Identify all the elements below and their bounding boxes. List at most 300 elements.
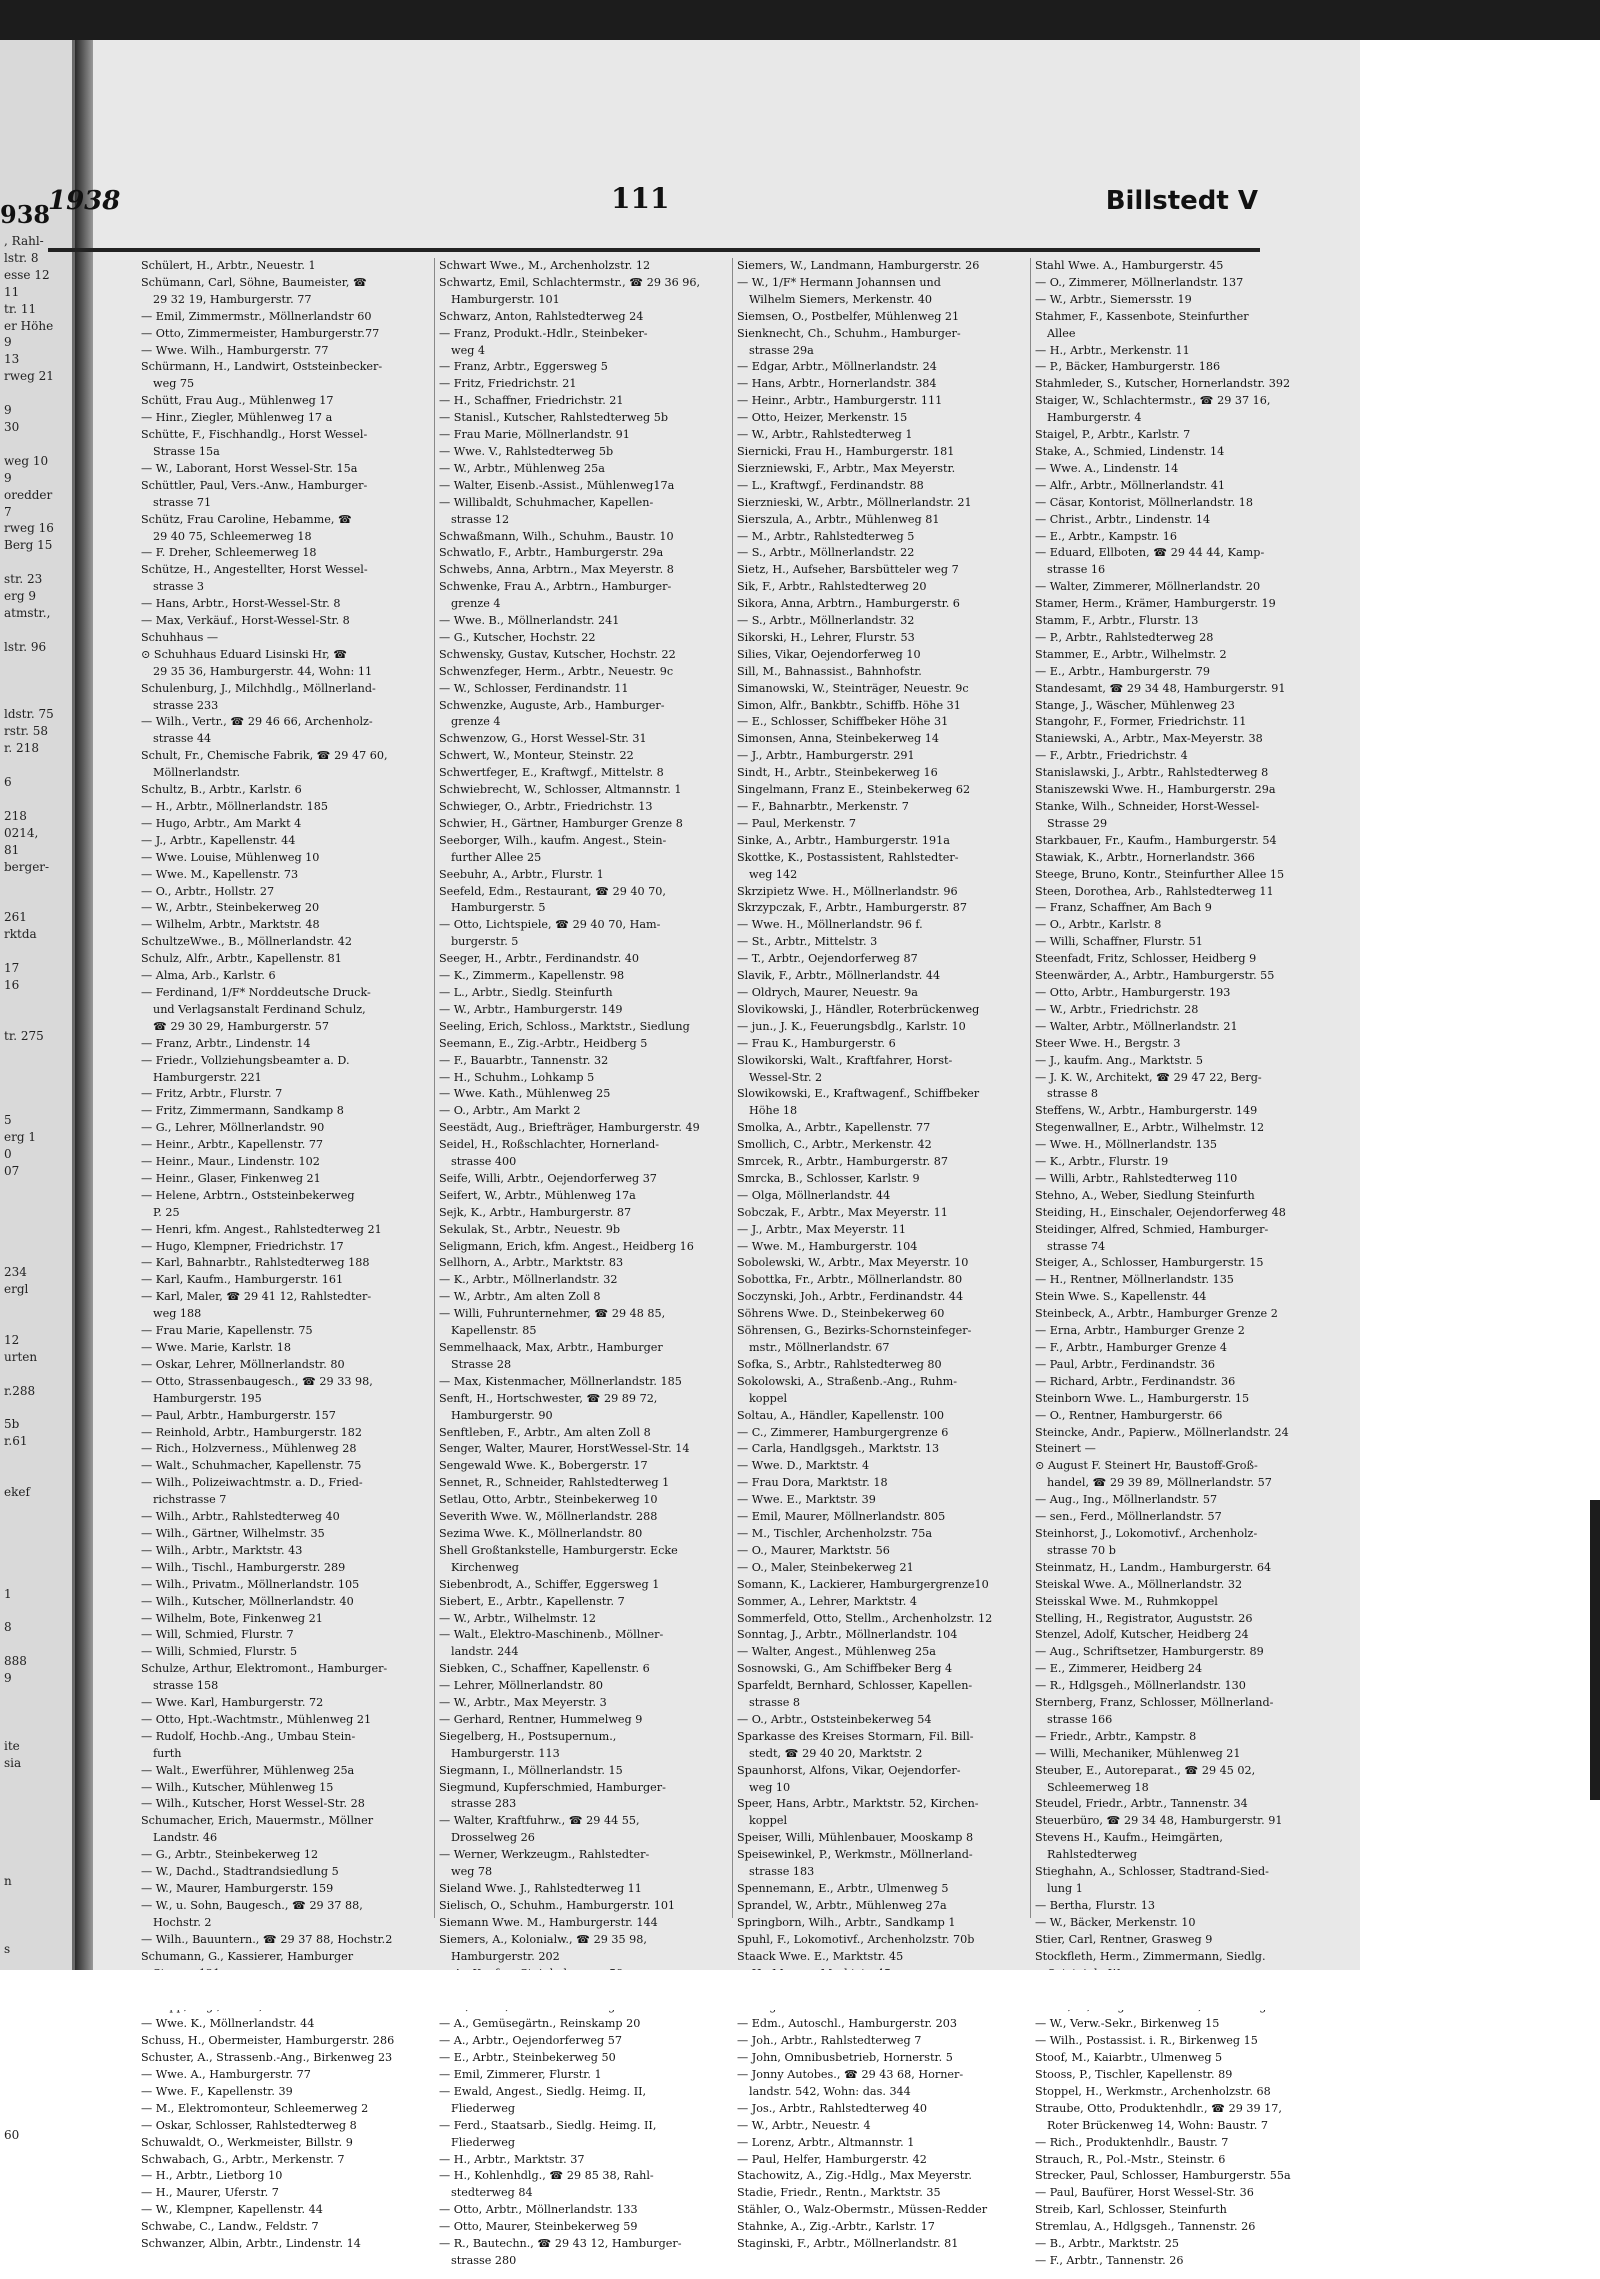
previous-page-fragment [0,875,72,892]
directory-entry: Seidel, H., Roßschlachter, Hornerland- [439,1138,660,1152]
directory-entry: — Otto, Maurer, Steinbekerweg 59 [439,2220,638,2234]
directory-entry: Schuster, A., Strassenb.-Ang., Birkenweg 23 [141,2051,393,2065]
previous-page-fragment: tr. 11 [4,301,37,316]
directory-entry: Schwenke, Frau A., Arbtrn., Hamburger- [439,580,672,594]
directory-entry: — Franz, Produkt.-Hdlr., Steinbeker- [439,326,648,340]
directory-entry: Slowikorski, Walt., Kraftfahrer, Horst- [737,1053,953,1067]
directory-entry: — Wilh., Vertr., ☎ 29 46 66, Archenholz- [141,715,373,729]
directory-entry-continuation: strasse 283 [451,1797,517,1811]
directory-entry: — Paul, Arbtr., Ferdinandstr. 36 [1035,1357,1216,1371]
directory-entry: — Joh., Arbtr., Rahlstedterweg 7 [737,2034,922,2048]
scan-edge-right [1590,1500,1600,1800]
previous-page-fragment [0,1230,72,1247]
previous-page-fragment: lstr. 8 [4,250,39,265]
directory-entry: Speisewinkel, P., Werkmstr., Möllnerland- [737,1848,973,1862]
directory-entry-continuation: weg 10 [749,1780,791,1794]
previous-page-fragment: er Höhe [4,318,54,333]
directory-entry: Simon, Alfr., Bankbtr., Schiffb. Höhe 31 [737,698,961,712]
previous-page-fragment: 07 [4,1163,20,1178]
directory-entry: — W., Arbtr., Am alten Zoll 8 [439,1290,601,1304]
directory-entry: — F., Arbtr., Friedrichstr. 4 [1035,749,1188,763]
directory-entry: Slowikowski, E., Kraftwagenf., Schiffbeker [737,1087,980,1101]
directory-entry: Stier, Carl, Rentner, Grasweg 9 [1035,1932,1213,1946]
directory-entry: — Wilh., Kutscher, Mühlenweg 15 [141,1780,334,1794]
directory-entry-continuation: Rahlstedterweg [1047,1848,1137,1862]
previous-page-fragment [0,1704,72,1721]
directory-entry-continuation: strasse 44 [153,732,212,746]
directory-entry: — L., Kraftwgf., Ferdinandstr. 88 [737,478,924,492]
directory-entry-continuation: weg 78 [451,1865,493,1879]
previous-page-fragment: r. 218 [4,741,39,756]
previous-page-fragment [0,1569,72,1586]
directory-entry: — Bertha, Flurstr. 13 [1035,1898,1156,1912]
directory-entry: — Paul, Helfer, Hamburgerstr. 42 [737,2152,927,2166]
directory-entry: — Walt., Elektro-Maschinenb., Möllner- [439,1628,664,1642]
directory-entry-continuation: Hamburgerstr. 195 [153,1391,262,1405]
previous-page-fragment [0,689,72,706]
previous-page-fragment [0,554,72,571]
previous-page-fragment [0,2143,72,2160]
previous-page-fragment [0,892,72,909]
previous-page-fragment [0,2076,72,2093]
directory-entry-continuation: stedterweg 84 [451,2186,533,2200]
directory-entry: Schütz, Frau Caroline, Hebamme, ☎ [141,512,352,526]
directory-entry: Seeger, H., Arbtr., Ferdinandstr. 40 [439,952,640,966]
previous-page-fragment [0,791,72,808]
previous-page-fragment [0,1366,72,1383]
previous-page-fragment: erg 1 [4,1130,36,1145]
directory-entry: — Willi, Arbtr., Rahlstedterweg 110 [1035,1171,1238,1185]
directory-entry: Stahmleder, S., Kutscher, Hornerlandstr. 392 [1035,377,1291,391]
directory-entry: Spennemann, E., Arbtr., Ulmenweg 5 [737,1882,949,1895]
previous-page-fragment [0,1805,72,1822]
directory-entry: Sierszula, A., Arbtr., Mühlenweg 81 [737,512,940,526]
previous-page-fragment [0,1687,72,1704]
directory-entry: — P., Bäcker, Hamburgerstr. 186 [1035,360,1221,374]
previous-page-fragment [0,1839,72,1856]
directory-entry: Steege, Bruno, Kontr., Steinfurther Allee 15 [1035,867,1285,881]
directory-entry: — Wilh., Kutscher, Möllnerlandstr. 40 [141,1594,354,1608]
directory-entry-continuation: Hamburgerstr. 221 [153,1070,262,1084]
directory-entry: Sikorski, H., Lehrer, Flurstr. 53 [737,630,915,644]
directory-entry: — Cäsar, Kontorist, Möllnerlandstr. 18 [1035,495,1253,509]
directory-entry: — W., Arbtr., Max Meyerstr. 3 [439,1696,607,1710]
directory-entry: — W., Maurer, Hamburgerstr. 159 [141,1882,334,1895]
previous-page-fragment [0,1890,72,1907]
previous-page-fragment: n [4,1873,12,1888]
previous-page-fragment [0,2160,72,2177]
directory-entry: Silies, Vikar, Oejendorferweg 10 [737,647,921,661]
directory-entry: Staniewski, A., Arbtr., Max-Meyerstr. 38 [1035,732,1263,746]
directory-entry: Slavik, F., Arbtr., Möllnerlandstr. 44 [737,969,941,983]
directory-entry: Stachowitz, A., Zig.-Hdlg., Max Meyerstr. [737,2169,972,2183]
directory-entry: — K., Arbtr., Flurstr. 19 [1035,1155,1169,1169]
directory-entry: Stegenwallner, E., Arbtr., Wilhelmstr. 12 [1035,1121,1265,1135]
directory-entry-continuation: Fliederweg [451,2101,516,2115]
directory-entry: Sinke, A., Arbtr., Hamburgerstr. 191a [737,833,950,847]
directory-entry: — H., Arbtr., Marktstr. 37 [439,2152,585,2166]
directory-entry: Schumacher, Erich, Mauermstr., Möllner [141,1814,374,1828]
directory-entry: — W., Arbtr., Neuestr. 4 [737,2118,871,2132]
directory-entry: — Wilh., Arbtr., Marktstr. 43 [141,1543,303,1557]
directory-entry: — Wilh., Privatm., Möllnerlandstr. 105 [141,1577,360,1591]
directory-entry: Schulenburg, J., Milchhdlg., Möllnerland- [141,681,376,695]
directory-entry-continuation: mstr., Möllnerlandstr. 67 [749,1341,890,1354]
directory-entry: Sonntag, J., Arbtr., Möllnerlandstr. 104 [737,1628,958,1642]
previous-page-fragment: 9 [4,1671,12,1686]
directory-entry: Sierznieski, W., Arbtr., Möllnerlandstr. 21 [737,495,972,509]
directory-entry: — Wwe. Karl, Hamburgerstr. 72 [141,1696,324,1710]
previous-page-fragment [0,2177,72,2194]
directory-entry-continuation: koppel [749,1814,788,1828]
directory-entry-continuation: strasse 16 [1047,563,1106,577]
column-divider [1030,258,1031,1918]
directory-entry: — Werner, Werkzeugm., Rahlstedter- [439,1848,650,1862]
directory-entry-continuation: strasse 233 [153,698,219,712]
directory-entry: Somann, K., Lackierer, Hamburgergrenze10 [737,1577,989,1591]
previous-page-fragment: rweg 21 [4,369,54,384]
directory-entry: — E., Arbtr., Steinbekerweg 50 [439,2051,616,2065]
directory-entry: Skrzypczak, F., Arbtr., Hamburgerstr. 87 [737,901,968,915]
directory-entry: — R., Bautechn., ☎ 29 43 12, Hamburger- [439,2237,682,2251]
directory-entry: — Ferdinand, 1/F* Norddeutsche Druck- [141,985,371,999]
page-title: Billstedt V [1105,186,1258,216]
directory-entry: Streib, Karl, Schlosser, Steinfurth [1035,2203,1227,2217]
directory-entry: — Max, Kistenmacher, Möllnerlandstr. 185 [439,1374,682,1388]
directory-entry: Sieland Wwe. J., Rahlstedterweg 11 [439,1882,642,1895]
previous-page-fragment [0,1518,72,1535]
directory-entry: — W., Laborant, Horst Wessel-Str. 15a [141,461,358,475]
directory-entry: — Wwe. A., Lindenstr. 14 [1035,461,1179,475]
directory-entry: — Karl, Bahnarbtr., Rahlstedterweg 188 [141,1256,370,1270]
previous-page-fragment: rstr. 58 [4,724,49,739]
directory-entry: — A., Gemüsegärtn., Reinskamp 20 [439,2017,641,2031]
directory-entry: — Rich., Holzverness., Mühlenweg 28 [141,1442,357,1456]
directory-entry: — Willi, Mechaniker, Mühlenweg 21 [1035,1746,1241,1760]
directory-entry: — Walter, Arbtr., Möllnerlandstr. 21 [1035,1019,1238,1033]
directory-entry: Steudel, Friedr., Arbtr., Tannenstr. 34 [1035,1797,1248,1811]
previous-page-fragment [0,1400,72,1417]
previous-page-fragment: 17 [4,960,20,975]
previous-page-fragment [0,1061,72,1078]
directory-entry: — Emil, Zimmerer, Flurstr. 1 [439,2067,602,2081]
directory-entry: Stahnke, A., Zig.-Arbtr., Karlstr. 17 [737,2220,935,2234]
directory-entry: — W., Arbtr., Rahlstedterweg 1 [737,428,913,442]
directory-entry: — Wilh., Postassist. i. R., Birkenweg 15 [1035,2034,1258,2048]
directory-entry: — Hans, Arbtr., Hornerlandstr. 384 [737,377,937,391]
directory-entry: — Wwe. Kath., Mühlenweg 25 [439,1087,611,1101]
directory-entry-continuation: landstr. 244 [451,1645,519,1659]
directory-entry: Stahmer, F., Kassenbote, Steinfurther [1035,309,1249,323]
directory-entry: — Wwe. Wilh., Hamburgerstr. 77 [141,343,329,357]
directory-entry-continuation: P. 25 [153,1205,180,1219]
previous-page-fragment: 9 [4,335,12,350]
previous-page-fragment [0,1501,72,1518]
directory-entry: Senftleben, F., Arbtr., Am alten Zoll 8 [439,1425,651,1439]
directory-entry: — Otto, Lichtspiele, ☎ 29 40 70, Ham- [439,918,661,932]
directory-entry: — Otto, Arbtr., Möllnerlandstr. 133 [439,2203,638,2217]
directory-entry: Schwieger, O., Arbtr., Friedrichstr. 13 [439,800,653,813]
directory-entry: Stake, A., Schmied, Lindenstr. 14 [1035,444,1225,458]
directory-entry-continuation: Wessel-Str. 2 [749,1070,823,1084]
directory-entry: — Henri, kfm. Angest., Rahlstedterweg 21 [141,1222,382,1236]
directory-entry: — W., Schlosser, Ferdinandstr. 11 [439,681,629,695]
directory-entry-continuation: Allee [1047,326,1076,340]
directory-entry: Schwabach, G., Arbtr., Merkenstr. 7 [141,2152,345,2166]
directory-entry: — Otto, Zimmermeister, Hamburgerstr.77 [141,326,380,340]
directory-entry: — John, Omnibusbetrieb, Hornerstr. 5 [737,2051,953,2065]
directory-entry: — Wwe. M., Kapellenstr. 73 [141,867,299,881]
directory-entry: — M., Arbtr., Rahlstedterweg 5 [737,529,915,543]
previous-page-fragment: urten [4,1349,38,1364]
directory-entry: — O., Rentner, Hamburgerstr. 66 [1035,1408,1223,1422]
directory-entry-continuation: handel, ☎ 29 39 89, Möllnerlandstr. 57 [1047,1476,1272,1490]
directory-entry: Schwert, W., Monteur, Steinstr. 22 [439,749,634,763]
directory-entry: — Wwe. V., Rahlstedterweg 5b [439,444,614,458]
directory-entry: — P., Arbtr., Rahlstedterweg 28 [1035,630,1214,644]
directory-entry: Seifert, W., Arbtr., Mühlenweg 17a [439,1188,636,1202]
directory-entry: — Wilh., Tischl., Hamburgerstr. 289 [141,1560,346,1574]
directory-entry: Schütte, F., Fischhandlg., Horst Wessel- [141,428,368,442]
previous-page-fragment [0,1450,72,1467]
directory-entry: — Wwe. F., Kapellenstr. 39 [141,2084,293,2098]
directory-entry: — A., Arbtr., Oejendorferweg 57 [439,2034,622,2048]
directory-entry-continuation: strasse 12 [451,512,510,526]
directory-entry-continuation: lung 1 [1047,1882,1083,1895]
directory-entry: — M., Elektromonteur, Schleemerweg 2 [141,2101,369,2115]
previous-page-fragment [0,1771,72,1788]
directory-entry: Sill, M., Bahnassist., Bahnhofstr. [737,664,922,678]
previous-page-fragment [0,2211,72,2228]
previous-page-fragment: r.288 [4,1383,36,1398]
directory-entry: — Heinr., Arbtr., Kapellenstr. 77 [141,1138,324,1152]
directory-entry: SchultzeWwe., B., Möllnerlandstr. 42 [141,935,353,949]
directory-entry: — Karl, Kaufm., Hamburgerstr. 161 [141,1273,344,1287]
directory-entry: Schultz, B., Arbtr., Karlstr. 6 [141,783,302,797]
directory-entry: Sommer, A., Lehrer, Marktstr. 4 [737,1594,918,1608]
directory-entry: Siebenbrodt, A., Schiffer, Eggersweg 1 [439,1577,660,1591]
directory-entry: — J., kaufm. Ang., Marktstr. 5 [1035,1053,1203,1067]
directory-entry: — Frau K., Hamburgerstr. 6 [737,1036,896,1050]
directory-entry: — W., Dachd., Stadtrandsiedlung 5 [141,1865,339,1879]
directory-entry-continuation: strasse 3 [153,580,205,594]
directory-entry: — F. Dreher, Schleemerweg 18 [141,546,317,560]
previous-page-fragment: Berg 15 [4,538,53,553]
directory-entry: Schulz, Alfr., Arbtr., Kapellenstr. 81 [141,952,342,966]
directory-entry-continuation: Hamburgerstr. 113 [451,1746,560,1760]
directory-entry: — Heinr., Maur., Lindenstr. 102 [141,1155,320,1169]
directory-entry-continuation: Hochstr. 2 [153,1915,212,1929]
directory-entry: — T., Arbtr., Oejendorferweg 87 [737,952,918,966]
directory-entry: — Wwe. A., Hamburgerstr. 77 [141,2067,311,2081]
directory-entry: — Paul, Baufürer, Horst Wessel-Str. 36 [1035,2186,1254,2200]
directory-entry: Stange, J., Wäscher, Mühlenweg 23 [1035,698,1235,712]
previous-page-fragment: 5 [4,1113,12,1128]
directory-entry: Semmelhaack, Max, Arbtr., Hamburger [439,1341,663,1354]
directory-entry: Sosnowski, G., Am Schiffbeker Berg 4 [737,1662,953,1676]
directory-entry: Sielisch, O., Schuhm., Hamburgerstr. 101 [439,1898,676,1912]
directory-entry: Steidinger, Alfred, Schmied, Hamburger- [1035,1222,1269,1236]
previous-page-fragment [0,1602,72,1619]
directory-entry: — Wwe. B., Möllnerlandstr. 241 [439,614,620,628]
previous-page-fragment [0,1095,72,1112]
directory-entry: — jun., J. K., Feuerungsbdlg., Karlstr. 10 [737,1019,966,1033]
directory-entry: Stelling, H., Registrator, Auguststr. 26 [1035,1611,1253,1625]
directory-entry: — Otto, Strassenbaugesch., ☎ 29 33 98, [141,1374,373,1388]
directory-entry: — Oskar, Schlosser, Rahlstedterweg 8 [141,2118,357,2132]
page-number: 111 [611,182,670,215]
directory-entry: — Wilhelm, Bote, Finkenweg 21 [141,1611,323,1625]
previous-page-edge [0,40,75,2142]
previous-page-fragment [0,656,72,673]
directory-entry: Siegelberg, H., Postsupernum., [439,1729,617,1743]
previous-page-fragment: ite [4,1738,20,1753]
directory-entry: Sienknecht, Ch., Schuhm., Hamburger- [737,326,961,340]
directory-entry: Sobottka, Fr., Arbtr., Möllnerlandstr. 80 [737,1273,963,1287]
directory-entry-continuation: strasse 400 [451,1155,517,1169]
directory-entry: Steincke, Andr., Papierw., Möllnerlandstr. 24 [1035,1425,1289,1439]
directory-entry: ⊙ Schuhhaus Eduard Lisinski Hr, ☎ [141,647,348,661]
previous-page-fragment: 16 [4,977,20,992]
directory-entry: — E., Arbtr., Kampstr. 16 [1035,529,1177,543]
previous-page-fragment [0,2228,72,2245]
previous-page-fragment: 1 [4,1586,12,1601]
previous-page-fragment: r.61 [4,1434,28,1449]
previous-page-fragment [0,757,72,774]
directory-entry: Seestädt, Aug., Briefträger, Hamburgerstr. 49 [439,1121,700,1135]
directory-entry: — Aug., Schriftsetzer, Hamburgerstr. 89 [1035,1645,1264,1659]
header-rule [48,248,1260,252]
directory-entry: — Karl, Maler, ☎ 29 41 12, Rahlstedter- [141,1290,372,1304]
directory-entry: Setlau, Otto, Arbtr., Steinbekerweg 10 [439,1493,658,1507]
directory-entry: Steiding, H., Einschaler, Oejendorferweg 48 [1035,1205,1286,1219]
directory-entry-continuation: Schleemerweg 18 [1047,1780,1149,1794]
directory-entry: Steinhorst, J., Lokomotivf., Archenholz- [1035,1526,1258,1540]
previous-page-fragment: rktda [4,927,37,942]
directory-entry: — Will, Schmied, Flurstr. 7 [141,1628,294,1642]
directory-entry: — Willi, Schaffner, Flurstr. 51 [1035,935,1203,949]
directory-entry: Steffens, W., Arbtr., Hamburgerstr. 149 [1035,1104,1258,1118]
directory-entry: Schwebs, Anna, Arbtrn., Max Meyerstr. 8 [439,563,674,577]
directory-entry: Steuber, E., Autoreparat., ☎ 29 45 02, [1035,1763,1256,1777]
directory-entry: — Wwe. H., Möllnerlandstr. 96 f. [737,918,923,932]
directory-entry-continuation: 29 40 75, Schleemerweg 18 [153,529,312,543]
directory-entry: Seefeld, Edm., Restaurant, ☎ 29 40 70, [439,884,666,898]
directory-entry-continuation: strasse 166 [1047,1712,1113,1726]
directory-entry-continuation: richstrasse 7 [153,1493,227,1507]
directory-entry: Schuhhaus — [141,630,219,644]
directory-entry: — Fritz, Arbtr., Flurstr. 7 [141,1087,283,1101]
directory-entry: — Rudolf, Hochb.-Ang., Umbau Stein- [141,1729,356,1743]
directory-entry: — O., Zimmerer, Möllnerlandstr. 137 [1035,275,1244,289]
directory-entry: — Wilh., Polizeiwachtmstr. a. D., Fried- [141,1476,363,1490]
directory-entry: — H., Arbtr., Möllnerlandstr. 185 [141,800,328,813]
directory-entry: — Richard, Arbtr., Ferdinandstr. 36 [1035,1374,1236,1388]
directory-entry: Schwarz, Anton, Rahlstedterweg 24 [439,309,644,323]
directory-entry-continuation: strasse 71 [153,495,212,509]
directory-entry: Stawiak, K., Arbtr., Hornerlandstr. 366 [1035,850,1255,864]
directory-entry: Siebert, E., Arbtr., Kapellenstr. 7 [439,1594,625,1608]
directory-entry: Schwertfeger, E., Kraftwgf., Mittelstr. 8 [439,766,664,780]
directory-entry: Strecker, Paul, Schlosser, Hamburgerstr. 55a [1035,2169,1291,2183]
directory-entry: — G., Kutscher, Hochstr. 22 [439,630,596,644]
directory-entry: — Lehrer, Möllnerlandstr. 80 [439,1679,604,1693]
directory-entry: Seeborger, Wilh., kaufm. Angest., Stein- [439,833,667,847]
directory-entry: — G., Arbtr., Steinbekerweg 12 [141,1848,319,1862]
directory-entry: — W., Arbtr., Friedrichstr. 28 [1035,1002,1199,1016]
previous-page-fragment [0,1197,72,1214]
directory-entry: Siegmann, I., Möllnerlandstr. 15 [439,1763,623,1777]
directory-entry: — Wilh., Kutscher, Horst Wessel-Str. 28 [141,1797,365,1811]
directory-entry: — Heinr., Arbtr., Hamburgerstr. 111 [737,394,943,408]
previous-page-fragment [0,622,72,639]
directory-entry: Sezima Wwe. K., Möllnerlandstr. 80 [439,1526,643,1540]
directory-entry: — O., Arbtr., Karlstr. 8 [1035,918,1162,932]
directory-entry: — Willibaldt, Schuhmacher, Kapellen- [439,495,654,509]
directory-entry: — Helene, Arbtrn., Oststeinbekerweg [141,1188,355,1202]
directory-entry: — Wwe. H., Möllnerlandstr. 135 [1035,1138,1217,1152]
directory-entry: Steinmatz, H., Landm., Hamburgerstr. 64 [1035,1560,1272,1574]
directory-entry: Stangohr, F., Former, Friedrichstr. 11 [1035,715,1247,729]
directory-entry: Siemann Wwe. M., Hamburgerstr. 144 [439,1915,658,1929]
directory-entry: — Oldrych, Maurer, Neuestr. 9a [737,985,918,999]
directory-entry: Steer Wwe. H., Bergstr. 3 [1035,1036,1181,1050]
directory-entry: Senger, Walter, Maurer, HorstWessel-Str. 14 [439,1442,690,1456]
directory-entry: — Frau Marie, Möllnerlandstr. 91 [439,428,630,442]
directory-entry: — R., Hdlgsgeh., Möllnerlandstr. 130 [1035,1679,1246,1693]
directory-entry: Stahl Wwe. A., Hamburgerstr. 45 [1035,259,1224,272]
directory-entry: — Walter, Angest., Mühlenweg 25a [737,1645,936,1659]
scan-background-top [0,0,1600,40]
directory-entry: Stammer, E., Arbtr., Wilhelmstr. 2 [1035,647,1227,661]
directory-entry-continuation: strasse 158 [153,1679,219,1693]
directory-entry: — Emil, Zimmermstr., Möllnerlandstr 60 [141,309,372,323]
previous-page-fragment: ldstr. 75 [4,707,54,722]
directory-entry: Schwabe, C., Landw., Feldstr. 7 [141,2220,319,2234]
directory-entry: — Frau Dora, Marktstr. 18 [737,1476,888,1490]
directory-entry: — Stanisl., Kutscher, Rahlstedterweg 5b [439,411,669,425]
directory-entry: Stockfleth, Herm., Zimmermann, Siedlg. [1035,1949,1266,1963]
directory-entry-continuation: Hamburgerstr. 4 [1047,411,1142,425]
directory-entry: Simanowski, W., Steinträger, Neuestr. 9c [737,681,969,695]
directory-entry: Simonsen, Anna, Steinbekerweg 14 [737,732,939,746]
directory-entry-continuation: Hamburgerstr. 202 [451,1949,560,1963]
previous-page-fragment: atmstr., [4,605,51,620]
directory-entry: Soltau, A., Händler, Kapellenstr. 100 [737,1408,945,1422]
directory-entry: — Gerhard, Rentner, Hummelweg 9 [439,1712,643,1726]
directory-entry: Stooss, P., Tischler, Kapellenstr. 89 [1035,2067,1233,2081]
previous-page-fragment: 6 [4,775,12,789]
previous-page-fragment: sia [4,1755,22,1770]
directory-entry: — M., Tischler, Archenholzstr. 75a [737,1526,933,1540]
previous-page-fragment [0,2194,72,2211]
directory-entry: — S., Arbtr., Möllnerlandstr. 32 [737,614,915,628]
directory-entry-continuation: Strasse 28 [451,1357,512,1371]
directory-entry: Stoof, M., Kaiarbtr., Ulmenweg 5 [1035,2051,1223,2065]
directory-entry: Steenwärder, A., Arbtr., Hamburgerstr. 55 [1035,969,1275,983]
directory-entry-continuation: koppel [749,1391,788,1405]
previous-page-fragment [0,1247,72,1264]
directory-entry: — Paul, Merkenstr. 7 [737,816,856,830]
directory-column-4 [1035,258,1325,2267]
directory-entry: Sekulak, St., Arbtr., Neuestr. 9b [439,1222,621,1236]
directory-entry: Stoppel, H., Werkmstr., Archenholzstr. 68 [1035,2084,1271,2098]
directory-entry: — Walter, Zimmerer, Möllnerlandstr. 20 [1035,580,1261,594]
previous-page-fragment: oredder [4,487,53,502]
previous-page-fragment [0,2262,72,2279]
previous-page-fragment: 8 [4,1620,12,1635]
directory-entry: Smollich, C., Arbtr., Merkenstr. 42 [737,1138,932,1152]
